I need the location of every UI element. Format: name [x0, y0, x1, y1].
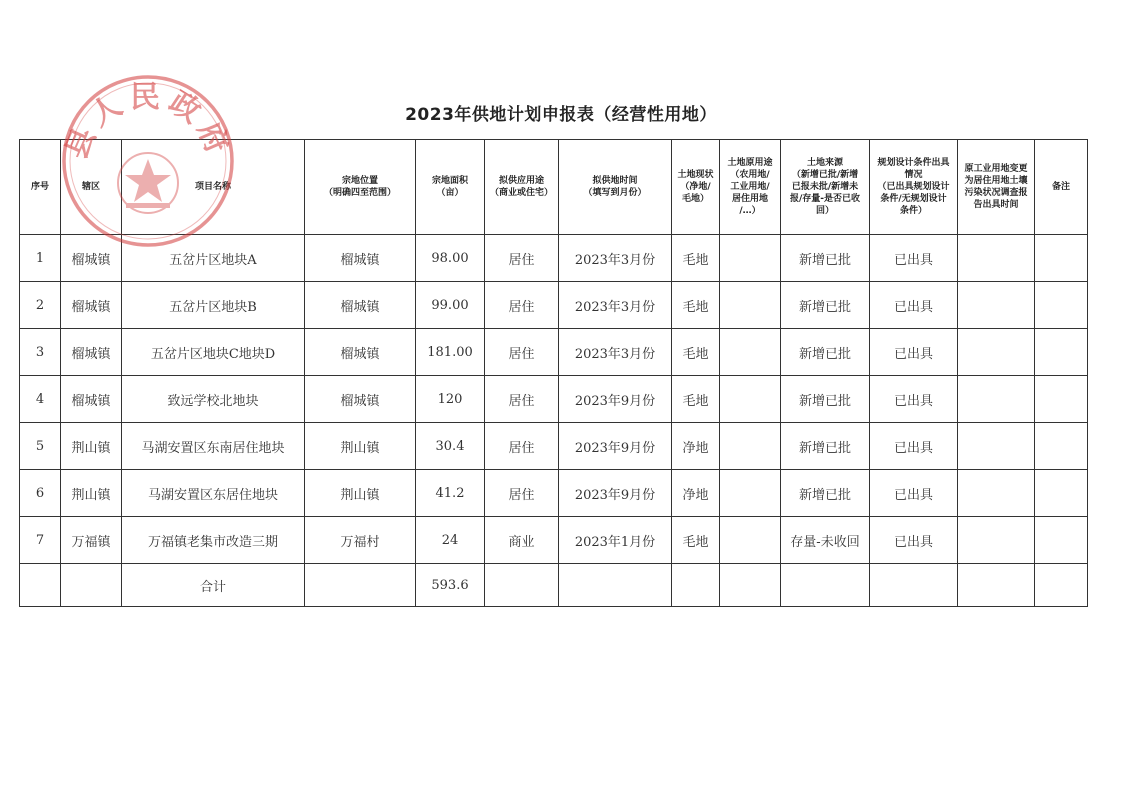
use-cell: 居住 [485, 423, 559, 470]
table-row [20, 423, 1088, 470]
column-header [485, 140, 559, 235]
project-name-cell: 马湖安置区东南居住地块 [122, 423, 305, 470]
area-cell: 99.00 [416, 282, 485, 329]
column-header-line: （已出具规划设计 [877, 182, 950, 192]
table-row [20, 517, 1088, 564]
area-cell: 30.4 [416, 423, 485, 470]
total-row [20, 564, 1088, 607]
table-row [20, 235, 1088, 282]
district-cell: 榴城镇 [61, 282, 122, 329]
supply-time-cell: 2023年3月份 [559, 329, 672, 376]
land-status-cell: 净地 [672, 423, 720, 470]
column-header [559, 140, 672, 235]
soil-survey-cell [958, 329, 1035, 376]
location-cell: 榴城镇 [305, 329, 416, 376]
column-header-line: （新增已批/新增 [791, 170, 859, 180]
total-empty-cell [870, 564, 958, 607]
soil-survey-cell [958, 376, 1035, 423]
area-cell: 98.00 [416, 235, 485, 282]
total-empty-cell [958, 564, 1035, 607]
column-header [672, 140, 720, 235]
column-header-line: （商业或住宅） [489, 188, 553, 198]
planning-condition-cell: 已出具 [870, 517, 958, 564]
column-header-line: （亩） [436, 188, 464, 198]
area-cell: 41.2 [416, 470, 485, 517]
column-header-line: 土地现状 [677, 170, 714, 180]
land-source-cell: 新增已批 [781, 235, 870, 282]
column-header-line: 宗地面积 [431, 176, 468, 186]
row-number: 7 [20, 517, 61, 564]
original-use-cell [720, 423, 781, 470]
use-cell: 商业 [485, 517, 559, 564]
district-cell: 榴城镇 [61, 376, 122, 423]
location-cell: 榴城镇 [305, 235, 416, 282]
column-header-line: 已报未批/新增未 [791, 182, 859, 192]
column-header-line: 规划设计条件出具 [877, 158, 950, 168]
project-name-cell: 马湖安置区东居住地块 [122, 470, 305, 517]
column-header-line: 回） [815, 206, 834, 216]
planning-condition-cell: 已出具 [870, 329, 958, 376]
supply-time-cell: 2023年3月份 [559, 282, 672, 329]
row-number: 6 [20, 470, 61, 517]
district-cell: 万福镇 [61, 517, 122, 564]
project-name-cell: 五岔片区地块B [122, 282, 305, 329]
project-name-cell: 五岔片区地块C地块D [122, 329, 305, 376]
location-cell: 榴城镇 [305, 376, 416, 423]
column-header [416, 140, 485, 235]
land-source-cell: 新增已批 [781, 470, 870, 517]
location-cell: 荆山镇 [305, 423, 416, 470]
total-empty-cell [720, 564, 781, 607]
location-cell: 万福村 [305, 517, 416, 564]
column-header-line: 拟供地时间 [592, 176, 638, 186]
use-cell: 居住 [485, 282, 559, 329]
planning-condition-cell: 已出具 [870, 423, 958, 470]
column-header [20, 140, 61, 235]
column-header-line: 报/存量-是否已收 [789, 194, 861, 204]
location-cell: 榴城镇 [305, 282, 416, 329]
row-number: 2 [20, 282, 61, 329]
note-cell [1035, 329, 1088, 376]
use-cell: 居住 [485, 235, 559, 282]
column-header [122, 140, 305, 235]
document-title: 2023年供地计划申报表（经营性用地） [405, 105, 717, 125]
land-status-cell: 毛地 [672, 376, 720, 423]
column-header-line: 为居住用地土壤 [964, 176, 1028, 186]
total-empty-cell [1035, 564, 1088, 607]
table-row [20, 329, 1088, 376]
total-empty-cell [61, 564, 122, 607]
column-header-line: 辖区 [81, 182, 100, 192]
note-cell [1035, 423, 1088, 470]
land-supply-table [19, 139, 1088, 607]
total-empty-cell [485, 564, 559, 607]
planning-condition-cell: 已出具 [870, 235, 958, 282]
column-header [61, 140, 122, 235]
total-empty-cell [20, 564, 61, 607]
soil-survey-cell [958, 282, 1035, 329]
planning-condition-cell: 已出具 [870, 470, 958, 517]
project-name-cell: 致远学校北地块 [122, 376, 305, 423]
column-header-line: （填写到月份） [583, 188, 647, 198]
column-header-line: 毛地） [681, 194, 709, 204]
land-source-cell: 新增已批 [781, 423, 870, 470]
total-label: 合计 [122, 564, 305, 607]
original-use-cell [720, 376, 781, 423]
original-use-cell [720, 282, 781, 329]
table-row [20, 376, 1088, 423]
area-cell: 181.00 [416, 329, 485, 376]
soil-survey-cell [958, 470, 1035, 517]
column-header-line: 宗地位置 [341, 176, 378, 186]
original-use-cell [720, 235, 781, 282]
column-header-line: 土地来源 [806, 158, 843, 168]
column-header-line: 项目名称 [194, 182, 231, 192]
column-header-line: 污染状况调查报 [964, 188, 1028, 198]
column-header-line: 条件） [899, 206, 927, 216]
project-name-cell: 万福镇老集市改造三期 [122, 517, 305, 564]
total-empty-cell [781, 564, 870, 607]
supply-time-cell: 2023年9月份 [559, 423, 672, 470]
use-cell: 居住 [485, 376, 559, 423]
column-header-line: （农用地/ [730, 170, 770, 180]
column-header-line: 条件/无规划设计 [880, 194, 947, 204]
land-status-cell: 毛地 [672, 282, 720, 329]
column-header [1035, 140, 1088, 235]
column-header-line: 居住用地 [731, 194, 768, 204]
column-header-line: 备注 [1051, 182, 1070, 192]
column-header-line: 情况 [904, 170, 923, 180]
supply-time-cell: 2023年9月份 [559, 470, 672, 517]
supply-time-cell: 2023年1月份 [559, 517, 672, 564]
note-cell [1035, 282, 1088, 329]
row-number: 5 [20, 423, 61, 470]
column-header-line: （明确四至范围） [323, 188, 396, 198]
land-source-cell: 新增已批 [781, 329, 870, 376]
original-use-cell [720, 329, 781, 376]
planning-condition-cell: 已出具 [870, 376, 958, 423]
column-header [958, 140, 1035, 235]
supply-time-cell: 2023年9月份 [559, 376, 672, 423]
total-empty-cell [672, 564, 720, 607]
table-header-row [20, 140, 1088, 235]
land-source-cell: 存量-未收回 [781, 517, 870, 564]
land-status-cell: 毛地 [672, 517, 720, 564]
use-cell: 居住 [485, 329, 559, 376]
land-status-cell: 净地 [672, 470, 720, 517]
land-status-cell: 毛地 [672, 329, 720, 376]
row-number: 3 [20, 329, 61, 376]
column-header-line: 拟供应用途 [498, 176, 544, 186]
soil-survey-cell [958, 423, 1035, 470]
column-header-line: 原工业用地变更 [964, 164, 1028, 174]
original-use-cell [720, 517, 781, 564]
column-header [781, 140, 870, 235]
supply-time-cell: 2023年3月份 [559, 235, 672, 282]
note-cell [1035, 470, 1088, 517]
use-cell: 居住 [485, 470, 559, 517]
column-header-line: 序号 [30, 182, 49, 192]
location-cell: 荆山镇 [305, 470, 416, 517]
total-empty-cell [305, 564, 416, 607]
table-row [20, 470, 1088, 517]
column-header-line: （净地/ [680, 182, 711, 192]
area-cell: 24 [416, 517, 485, 564]
table-row [20, 282, 1088, 329]
area-cell: 120 [416, 376, 485, 423]
row-number: 1 [20, 235, 61, 282]
district-cell: 荆山镇 [61, 423, 122, 470]
column-header-line: 工业用地/ [730, 182, 770, 192]
land-source-cell: 新增已批 [781, 376, 870, 423]
project-name-cell: 五岔片区地块A [122, 235, 305, 282]
column-header-line: /…） [739, 206, 761, 216]
column-header-line: 告出具时间 [973, 200, 1019, 210]
note-cell [1035, 517, 1088, 564]
column-header [870, 140, 958, 235]
district-cell: 榴城镇 [61, 235, 122, 282]
district-cell: 榴城镇 [61, 329, 122, 376]
land-source-cell: 新增已批 [781, 282, 870, 329]
note-cell [1035, 376, 1088, 423]
column-header-line: 土地原用途 [727, 158, 773, 168]
land-status-cell: 毛地 [672, 235, 720, 282]
note-cell [1035, 235, 1088, 282]
original-use-cell [720, 470, 781, 517]
row-number: 4 [20, 376, 61, 423]
column-header [305, 140, 416, 235]
soil-survey-cell [958, 517, 1035, 564]
total-area: 593.6 [416, 564, 485, 607]
total-empty-cell [559, 564, 672, 607]
svg-text:县人民政府: 县人民政府 [59, 80, 237, 165]
soil-survey-cell [958, 235, 1035, 282]
column-header [720, 140, 781, 235]
district-cell: 荆山镇 [61, 470, 122, 517]
planning-condition-cell: 已出具 [870, 282, 958, 329]
